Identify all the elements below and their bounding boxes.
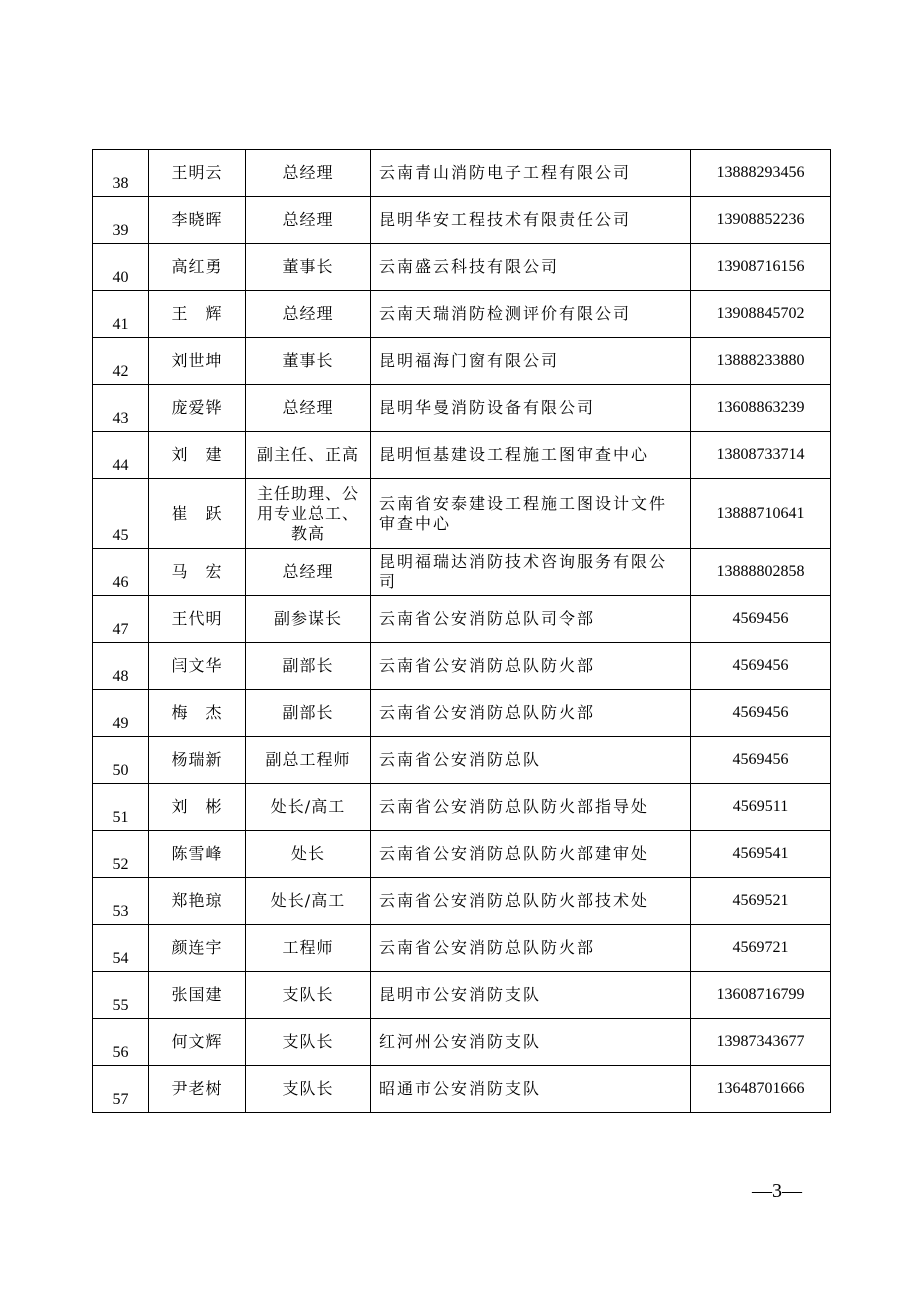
phone-cell: 13608863239 bbox=[691, 385, 831, 432]
title-cell: 主任助理、公用专业总工、教高 bbox=[246, 479, 371, 549]
unit-cell: 云南省公安消防总队防火部 bbox=[371, 925, 691, 972]
unit-cell: 昆明华曼消防设备有限公司 bbox=[371, 385, 691, 432]
name-cell: 李晓晖 bbox=[149, 197, 246, 244]
table-row bbox=[93, 596, 831, 643]
table-row bbox=[93, 338, 831, 385]
row-number-cell: 43 bbox=[93, 385, 149, 432]
title-cell: 总经理 bbox=[246, 197, 371, 244]
name-cell: 陈雪峰 bbox=[149, 831, 246, 878]
page-number: —3— bbox=[752, 1180, 802, 1202]
name-cell: 王明云 bbox=[149, 150, 246, 197]
title-cell: 董事长 bbox=[246, 244, 371, 291]
title-cell: 副总工程师 bbox=[246, 737, 371, 784]
unit-cell: 云南省公安消防总队 bbox=[371, 737, 691, 784]
table-row bbox=[93, 831, 831, 878]
phone-cell: 4569541 bbox=[691, 831, 831, 878]
unit-cell: 云南省公安消防总队防火部指导处 bbox=[371, 784, 691, 831]
title-cell: 总经理 bbox=[246, 385, 371, 432]
name-cell: 高红勇 bbox=[149, 244, 246, 291]
unit-cell: 云南省安泰建设工程施工图设计文件审查中心 bbox=[371, 479, 691, 549]
phone-cell: 13648701666 bbox=[691, 1066, 831, 1113]
phone-cell: 13808733714 bbox=[691, 432, 831, 479]
name-cell: 颜连宇 bbox=[149, 925, 246, 972]
unit-cell: 昭通市公安消防支队 bbox=[371, 1066, 691, 1113]
title-cell: 支队长 bbox=[246, 972, 371, 1019]
table-row bbox=[93, 972, 831, 1019]
unit-cell: 昆明市公安消防支队 bbox=[371, 972, 691, 1019]
phone-cell: 4569456 bbox=[691, 643, 831, 690]
unit-cell: 昆明恒基建设工程施工图审查中心 bbox=[371, 432, 691, 479]
roster-table bbox=[92, 149, 831, 1113]
unit-cell: 云南青山消防电子工程有限公司 bbox=[371, 150, 691, 197]
name-cell: 张国建 bbox=[149, 972, 246, 1019]
phone-cell: 4569456 bbox=[691, 596, 831, 643]
phone-cell: 4569521 bbox=[691, 878, 831, 925]
name-cell: 王 辉 bbox=[149, 291, 246, 338]
row-number-cell: 55 bbox=[93, 972, 149, 1019]
unit-cell: 云南省公安消防总队司令部 bbox=[371, 596, 691, 643]
phone-cell: 13908852236 bbox=[691, 197, 831, 244]
title-cell: 支队长 bbox=[246, 1019, 371, 1066]
table-row bbox=[93, 549, 831, 596]
phone-cell: 13908716156 bbox=[691, 244, 831, 291]
title-cell: 总经理 bbox=[246, 291, 371, 338]
unit-cell: 云南省公安消防总队防火部 bbox=[371, 643, 691, 690]
phone-cell: 4569456 bbox=[691, 690, 831, 737]
table-row bbox=[93, 291, 831, 338]
row-number-cell: 56 bbox=[93, 1019, 149, 1066]
row-number-cell: 40 bbox=[93, 244, 149, 291]
table-row bbox=[93, 1019, 831, 1066]
row-number-cell: 44 bbox=[93, 432, 149, 479]
table-row bbox=[93, 197, 831, 244]
table-row bbox=[93, 150, 831, 197]
phone-cell: 13908845702 bbox=[691, 291, 831, 338]
title-cell: 副参谋长 bbox=[246, 596, 371, 643]
row-number-cell: 47 bbox=[93, 596, 149, 643]
table-row bbox=[93, 925, 831, 972]
name-cell: 尹老树 bbox=[149, 1066, 246, 1113]
name-cell: 庞爱铧 bbox=[149, 385, 246, 432]
row-number-cell: 49 bbox=[93, 690, 149, 737]
phone-cell: 4569511 bbox=[691, 784, 831, 831]
row-number-cell: 41 bbox=[93, 291, 149, 338]
row-number-cell: 53 bbox=[93, 878, 149, 925]
phone-cell: 13888233880 bbox=[691, 338, 831, 385]
phone-cell: 13987343677 bbox=[691, 1019, 831, 1066]
name-cell: 杨瑞新 bbox=[149, 737, 246, 784]
table-row bbox=[93, 737, 831, 784]
unit-cell: 云南省公安消防总队防火部建审处 bbox=[371, 831, 691, 878]
unit-cell: 云南天瑞消防检测评价有限公司 bbox=[371, 291, 691, 338]
name-cell: 郑艳琼 bbox=[149, 878, 246, 925]
phone-cell: 13888710641 bbox=[691, 479, 831, 549]
name-cell: 梅 杰 bbox=[149, 690, 246, 737]
roster-table-body bbox=[93, 150, 831, 1113]
table-row bbox=[93, 385, 831, 432]
name-cell: 马 宏 bbox=[149, 549, 246, 596]
table-row bbox=[93, 1066, 831, 1113]
title-cell: 工程师 bbox=[246, 925, 371, 972]
unit-cell: 云南盛云科技有限公司 bbox=[371, 244, 691, 291]
row-number-cell: 46 bbox=[93, 549, 149, 596]
table-row bbox=[93, 690, 831, 737]
unit-cell: 昆明福海门窗有限公司 bbox=[371, 338, 691, 385]
name-cell: 崔 跃 bbox=[149, 479, 246, 549]
name-cell: 闫文华 bbox=[149, 643, 246, 690]
title-cell: 支队长 bbox=[246, 1066, 371, 1113]
row-number-cell: 57 bbox=[93, 1066, 149, 1113]
table-row bbox=[93, 784, 831, 831]
title-cell: 总经理 bbox=[246, 549, 371, 596]
phone-cell: 13888293456 bbox=[691, 150, 831, 197]
unit-cell: 云南省公安消防总队防火部技术处 bbox=[371, 878, 691, 925]
phone-cell: 4569456 bbox=[691, 737, 831, 784]
title-cell: 副主任、正高 bbox=[246, 432, 371, 479]
table-row bbox=[93, 479, 831, 549]
row-number-cell: 38 bbox=[93, 150, 149, 197]
phone-cell: 4569721 bbox=[691, 925, 831, 972]
title-cell: 总经理 bbox=[246, 150, 371, 197]
name-cell: 何文辉 bbox=[149, 1019, 246, 1066]
row-number-cell: 54 bbox=[93, 925, 149, 972]
table-row bbox=[93, 878, 831, 925]
name-cell: 刘世坤 bbox=[149, 338, 246, 385]
unit-cell: 昆明福瑞达消防技术咨询服务有限公司 bbox=[371, 549, 691, 596]
title-cell: 处长/高工 bbox=[246, 878, 371, 925]
name-cell: 王代明 bbox=[149, 596, 246, 643]
unit-cell: 红河州公安消防支队 bbox=[371, 1019, 691, 1066]
unit-cell: 昆明华安工程技术有限责任公司 bbox=[371, 197, 691, 244]
row-number-cell: 39 bbox=[93, 197, 149, 244]
table-row bbox=[93, 244, 831, 291]
row-number-cell: 42 bbox=[93, 338, 149, 385]
title-cell: 副部长 bbox=[246, 643, 371, 690]
title-cell: 副部长 bbox=[246, 690, 371, 737]
unit-cell: 云南省公安消防总队防火部 bbox=[371, 690, 691, 737]
table-row bbox=[93, 432, 831, 479]
phone-cell: 13888802858 bbox=[691, 549, 831, 596]
phone-cell: 13608716799 bbox=[691, 972, 831, 1019]
title-cell: 处长/高工 bbox=[246, 784, 371, 831]
row-number-cell: 48 bbox=[93, 643, 149, 690]
table-row bbox=[93, 643, 831, 690]
row-number-cell: 51 bbox=[93, 784, 149, 831]
row-number-cell: 52 bbox=[93, 831, 149, 878]
name-cell: 刘 彬 bbox=[149, 784, 246, 831]
row-number-cell: 50 bbox=[93, 737, 149, 784]
title-cell: 处长 bbox=[246, 831, 371, 878]
name-cell: 刘 建 bbox=[149, 432, 246, 479]
title-cell: 董事长 bbox=[246, 338, 371, 385]
row-number-cell: 45 bbox=[93, 479, 149, 549]
